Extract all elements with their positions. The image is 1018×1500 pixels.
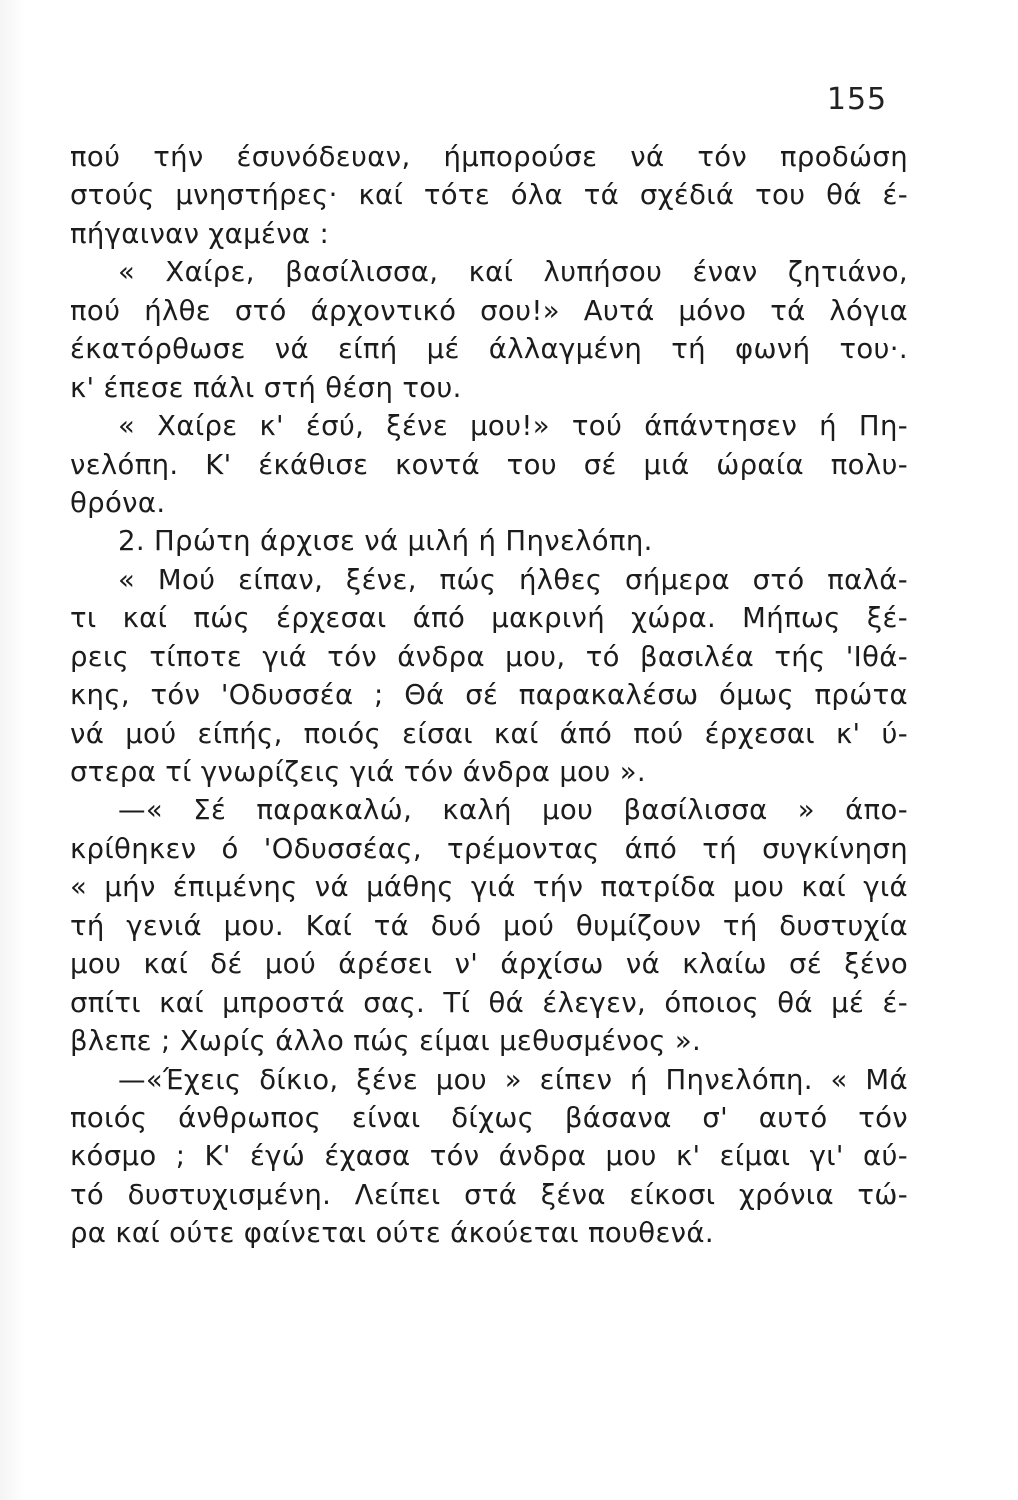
text-line: έκατόρθωσε νά είπή μέ άλλαγμένη τή φωνή του·. [70, 333, 908, 366]
text-line: ποιός άνθρωπος είναι δίχως βάσανα σ' αυτό τόν [70, 1101, 908, 1134]
text-line: κης, τόν 'Οδυσσέα ; Θά σέ παρακαλέσω όμως πρώτα [70, 679, 908, 712]
text-line: κρίθηκεν ό 'Οδυσσέας, τρέμοντας άπό τή συγκίνηση [70, 832, 908, 865]
text-line: « μήν έπιμένης νά μάθης γιά τήν πατρίδα μου καί γιά [70, 871, 908, 904]
text-line: τι καί πώς έρχεσαι άπό μακρινή χώρα. Μήπως ξέ- [70, 602, 908, 635]
text-line: νελόπη. Κ' έκάθισε κοντά του σέ μιά ώραία πολυ- [70, 448, 908, 481]
text-line: τή γενιά μου. Καί τά δυό μού θυμίζουν τή δυστυχία [70, 909, 908, 942]
text-line: πήγαιναν χαμένα : [70, 217, 330, 250]
text-line: —« Σέ παρακαλώ, καλή μου βασίλισσα » άπο- [118, 794, 908, 827]
text-line: κόσμο ; Κ' έγώ έχασα τόν άνδρα μου κ' είμαι γι' αύ- [70, 1140, 908, 1173]
text-line: θρόνα. [70, 486, 166, 519]
text-line: νά μού είπής, ποιός είσαι καί άπό πού έρχεσαι κ' ύ- [70, 717, 908, 750]
text-line: « Χαίρε κ' έσύ, ξένε μου!» τού άπάντησεν ή Πη- [118, 410, 908, 443]
text-line: ρα καί ούτε φαίνεται ούτε άκούεται πουθενά. [70, 1217, 714, 1250]
text-line: τό δυστυχισμένη. Λείπει στά ξένα είκοσι χρόνια τώ- [70, 1178, 908, 1211]
text-line: πού ήλθε στό άρχοντικό σου!» Αυτά μόνο τά λόγια [70, 294, 908, 327]
text-line: 2. Πρώτη άρχισε νά μιλή ή Πηνελόπη. [118, 525, 653, 558]
text-line: πού τήν έσυνόδευαν, ήμπορούσε νά τόν προδώση [70, 141, 908, 173]
text-line: βλεπε ; Χωρίς άλλο πώς είμαι μεθυσμένος ». [70, 1025, 702, 1058]
text-line: μου καί δέ μού άρέσει ν' άρχίσω νά κλαίω σέ ξένο [70, 948, 908, 981]
text-line: « Χαίρε, βασίλισσα, καί λυπήσου έναν ζητιάνο, [118, 256, 908, 289]
page-number: 155 [826, 82, 888, 117]
text-line: στούς μνηστήρες· καί τότε όλα τά σχέδιά του θά έ- [70, 179, 908, 212]
text-line: στερα τί γνωρίζεις γιά τόν άνδρα μου ». [70, 756, 646, 788]
text-line: —«Έχεις δίκιο, ξένε μου » είπεν ή Πηνελόπη. « Μά [118, 1063, 908, 1096]
body-text [70, 138, 908, 1253]
text-line: « Μού είπαν, ξένε, πώς ήλθες σήμερα στό παλά- [118, 563, 908, 596]
text-line: ρεις τίποτε γιά τόν άνδρα μου, τό βασιλέα τής 'Ιθά- [70, 640, 908, 673]
text-line: κ' έπεσε πάλι στή θέση του. [70, 371, 462, 404]
text-line: σπίτι καί μπροστά σας. Τί θά έλεγεν, όποιος θά μέ έ- [70, 986, 908, 1019]
